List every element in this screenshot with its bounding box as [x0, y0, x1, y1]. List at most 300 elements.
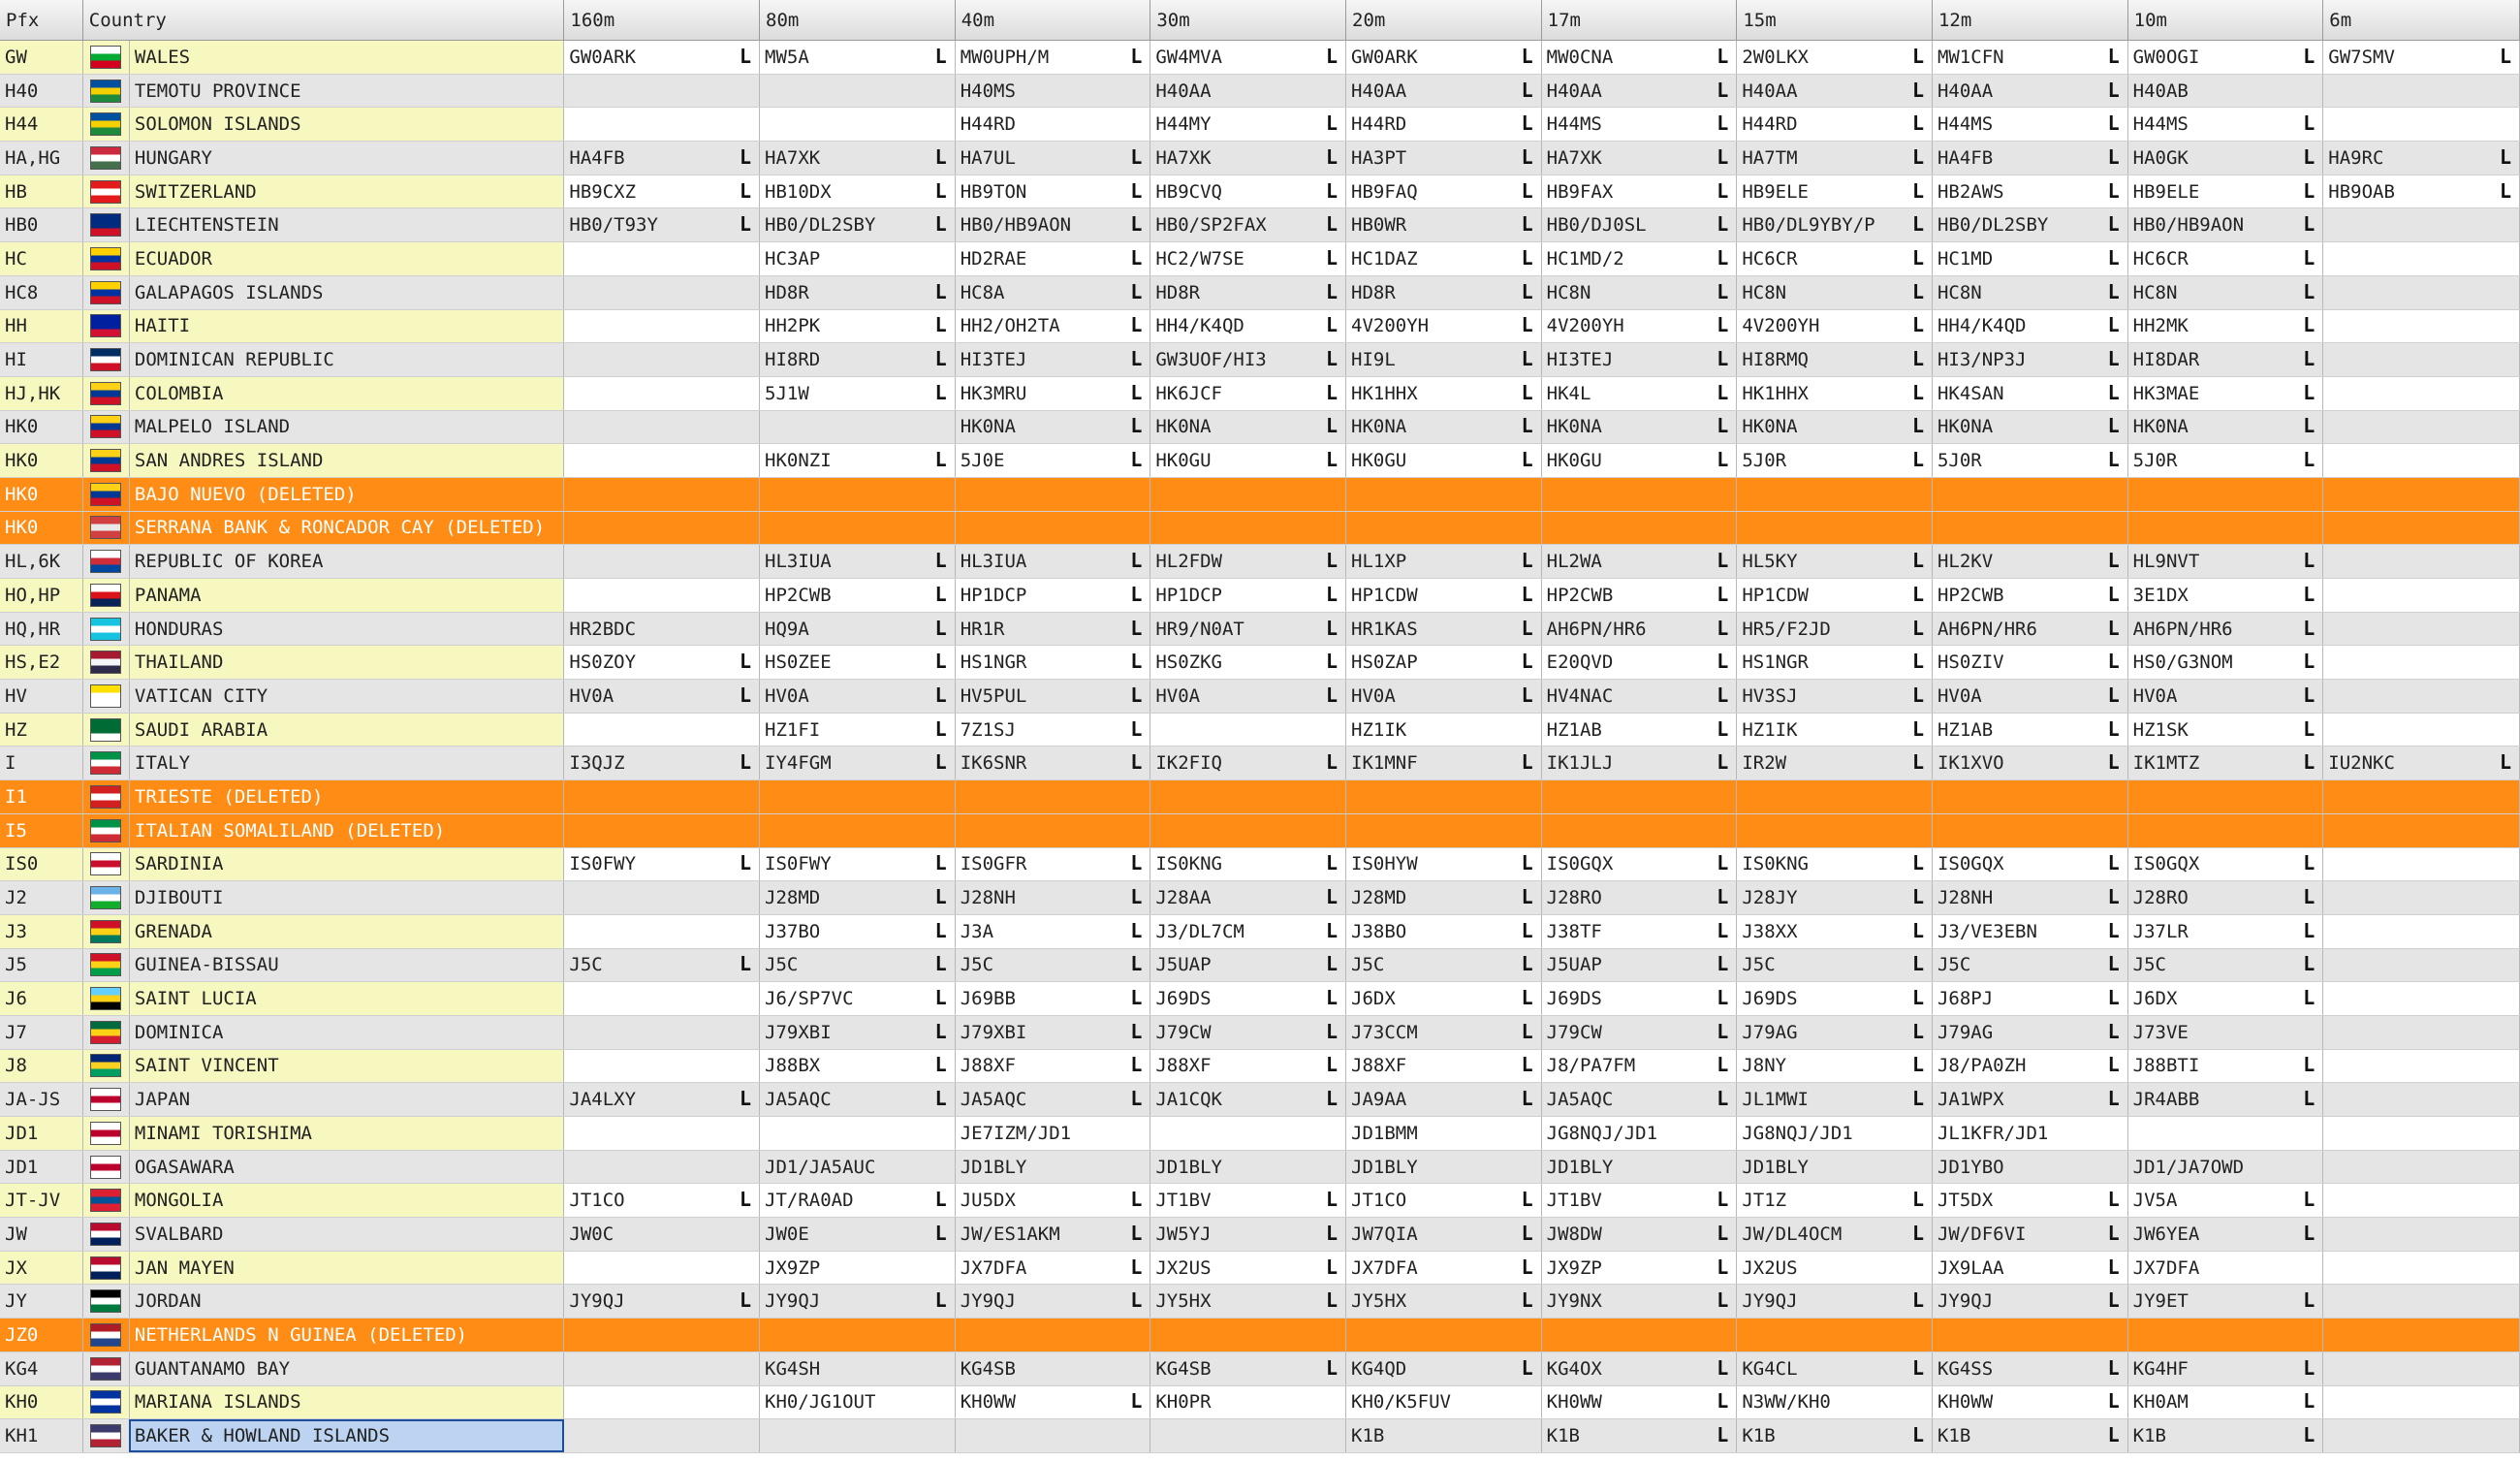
band-cell-160m[interactable] [564, 1117, 760, 1151]
band-cell-17m[interactable] [1541, 545, 1737, 579]
band-cell-17m[interactable] [1541, 847, 1737, 881]
band-cell-6m[interactable] [2323, 1218, 2520, 1252]
band-cell-30m[interactable] [1150, 41, 1346, 75]
band-cell-20m[interactable] [1346, 646, 1542, 680]
country-cell[interactable]: MARIANA ISLANDS [129, 1385, 563, 1419]
band-cell-12m[interactable] [1932, 545, 2127, 579]
band-cell-6m[interactable] [2323, 545, 2520, 579]
band-cell-6m[interactable] [2323, 881, 2520, 915]
band-cell-40m[interactable] [955, 612, 1150, 646]
band-cell-12m[interactable] [1932, 309, 2127, 343]
table-row[interactable] [0, 1285, 2520, 1319]
band-cell-6m[interactable] [2323, 1184, 2520, 1218]
band-cell-12m[interactable] [1932, 275, 2127, 309]
band-cell-160m[interactable] [564, 1218, 760, 1252]
band-cell-40m[interactable] [955, 142, 1150, 175]
band-cell-160m[interactable] [564, 982, 760, 1016]
band-cell-40m[interactable] [955, 579, 1150, 613]
band-cell-10m[interactable] [2127, 309, 2323, 343]
band-cell-15m[interactable] [1737, 1150, 1933, 1184]
band-cell-30m[interactable] [1150, 881, 1346, 915]
band-cell-15m[interactable] [1737, 813, 1933, 847]
band-cell-40m[interactable] [955, 477, 1150, 511]
band-cell-80m[interactable] [760, 74, 956, 108]
band-cell-17m[interactable] [1541, 1218, 1737, 1252]
country-cell[interactable]: JORDAN [129, 1285, 563, 1319]
band-cell-15m[interactable] [1737, 1117, 1933, 1151]
country-cell[interactable]: BAKER & HOWLAND ISLANDS [129, 1419, 563, 1453]
band-cell-17m[interactable] [1541, 410, 1737, 444]
country-cell[interactable]: DJIBOUTI [129, 881, 563, 915]
band-cell-20m[interactable] [1346, 1285, 1542, 1319]
band-cell-10m[interactable] [2127, 477, 2323, 511]
table-row-deleted[interactable] [0, 511, 2520, 545]
band-cell-12m[interactable] [1932, 1218, 2127, 1252]
band-cell-20m[interactable] [1346, 1351, 1542, 1385]
band-cell-40m[interactable] [955, 108, 1150, 142]
band-cell-15m[interactable] [1737, 376, 1933, 410]
country-cell[interactable]: SAUDI ARABIA [129, 713, 563, 747]
table-row[interactable] [0, 881, 2520, 915]
band-cell-12m[interactable] [1932, 1285, 2127, 1319]
band-cell-17m[interactable] [1541, 511, 1737, 545]
band-cell-15m[interactable] [1737, 343, 1933, 377]
band-cell-80m[interactable] [760, 1083, 956, 1117]
band-cell-20m[interactable] [1346, 1419, 1542, 1453]
band-cell-20m[interactable] [1346, 914, 1542, 948]
band-cell-30m[interactable] [1150, 376, 1346, 410]
band-cell-30m[interactable] [1150, 444, 1346, 478]
band-cell-15m[interactable] [1737, 1184, 1933, 1218]
band-cell-15m[interactable] [1737, 1385, 1933, 1419]
band-cell-15m[interactable] [1737, 477, 1933, 511]
band-cell-80m[interactable] [760, 275, 956, 309]
prefix-cell[interactable]: JY [0, 1285, 82, 1319]
prefix-cell[interactable]: JX [0, 1251, 82, 1285]
band-cell-20m[interactable] [1346, 713, 1542, 747]
band-cell-10m[interactable] [2127, 545, 2323, 579]
prefix-cell[interactable]: J7 [0, 1015, 82, 1049]
band-cell-40m[interactable] [955, 680, 1150, 714]
prefix-cell[interactable]: I [0, 747, 82, 780]
table-row[interactable] [0, 948, 2520, 982]
band-cell-6m[interactable] [2323, 1049, 2520, 1083]
band-cell-160m[interactable] [564, 680, 760, 714]
band-cell-160m[interactable] [564, 208, 760, 242]
country-cell[interactable]: ITALY [129, 747, 563, 780]
country-cell[interactable]: TEMOTU PROVINCE [129, 74, 563, 108]
band-cell-10m[interactable] [2127, 343, 2323, 377]
band-cell-160m[interactable] [564, 511, 760, 545]
prefix-cell[interactable]: H44 [0, 108, 82, 142]
prefix-cell[interactable]: HH [0, 309, 82, 343]
band-cell-6m[interactable] [2323, 477, 2520, 511]
band-cell-40m[interactable] [955, 1150, 1150, 1184]
band-cell-15m[interactable] [1737, 1251, 1933, 1285]
band-cell-40m[interactable] [955, 242, 1150, 276]
band-cell-10m[interactable] [2127, 1218, 2323, 1252]
band-cell-12m[interactable] [1932, 1251, 2127, 1285]
band-cell-10m[interactable] [2127, 410, 2323, 444]
band-cell-10m[interactable] [2127, 982, 2323, 1016]
table-row[interactable] [0, 142, 2520, 175]
band-cell-160m[interactable] [564, 780, 760, 814]
band-cell-6m[interactable] [2323, 612, 2520, 646]
band-cell-17m[interactable] [1541, 1319, 1737, 1352]
band-cell-10m[interactable] [2127, 142, 2323, 175]
band-cell-17m[interactable] [1541, 612, 1737, 646]
band-cell-17m[interactable] [1541, 343, 1737, 377]
band-cell-20m[interactable] [1346, 881, 1542, 915]
band-cell-160m[interactable] [564, 612, 760, 646]
band-cell-40m[interactable] [955, 309, 1150, 343]
band-cell-20m[interactable] [1346, 1251, 1542, 1285]
band-cell-17m[interactable] [1541, 1285, 1737, 1319]
country-cell[interactable]: JAN MAYEN [129, 1251, 563, 1285]
band-cell-6m[interactable] [2323, 74, 2520, 108]
band-cell-80m[interactable] [760, 477, 956, 511]
band-cell-15m[interactable] [1737, 108, 1933, 142]
band-cell-10m[interactable] [2127, 747, 2323, 780]
band-cell-30m[interactable] [1150, 747, 1346, 780]
country-cell[interactable]: GUANTANAMO BAY [129, 1351, 563, 1385]
band-cell-6m[interactable] [2323, 847, 2520, 881]
band-cell-10m[interactable] [2127, 41, 2323, 75]
band-cell-12m[interactable] [1932, 646, 2127, 680]
band-cell-80m[interactable] [760, 1419, 956, 1453]
table-row[interactable] [0, 1385, 2520, 1419]
band-cell-160m[interactable] [564, 376, 760, 410]
band-cell-10m[interactable] [2127, 1385, 2323, 1419]
band-cell-15m[interactable] [1737, 309, 1933, 343]
band-cell-160m[interactable] [564, 242, 760, 276]
band-cell-17m[interactable] [1541, 813, 1737, 847]
country-cell[interactable]: TRIESTE (DELETED) [129, 780, 563, 814]
band-cell-17m[interactable] [1541, 309, 1737, 343]
table-row[interactable] [0, 1083, 2520, 1117]
band-cell-15m[interactable] [1737, 646, 1933, 680]
band-cell-17m[interactable] [1541, 1184, 1737, 1218]
band-cell-30m[interactable] [1150, 242, 1346, 276]
band-cell-12m[interactable] [1932, 175, 2127, 208]
column-header-6m[interactable]: 6m [2323, 0, 2520, 41]
band-cell-10m[interactable] [2127, 74, 2323, 108]
band-cell-10m[interactable] [2127, 108, 2323, 142]
band-cell-30m[interactable] [1150, 1015, 1346, 1049]
band-cell-12m[interactable] [1932, 780, 2127, 814]
band-cell-80m[interactable] [760, 444, 956, 478]
band-cell-80m[interactable] [760, 1015, 956, 1049]
band-cell-160m[interactable] [564, 713, 760, 747]
band-cell-15m[interactable] [1737, 410, 1933, 444]
band-cell-20m[interactable] [1346, 847, 1542, 881]
band-cell-30m[interactable] [1150, 612, 1346, 646]
band-cell-6m[interactable] [2323, 376, 2520, 410]
band-cell-30m[interactable] [1150, 1319, 1346, 1352]
band-cell-30m[interactable] [1150, 1385, 1346, 1419]
table-row-deleted[interactable] [0, 1319, 2520, 1352]
table-row[interactable] [0, 208, 2520, 242]
band-cell-12m[interactable] [1932, 376, 2127, 410]
band-cell-17m[interactable] [1541, 747, 1737, 780]
band-cell-80m[interactable] [760, 1150, 956, 1184]
band-cell-30m[interactable] [1150, 646, 1346, 680]
prefix-cell[interactable]: J6 [0, 982, 82, 1016]
band-cell-10m[interactable] [2127, 275, 2323, 309]
band-cell-6m[interactable] [2323, 1251, 2520, 1285]
band-cell-10m[interactable] [2127, 948, 2323, 982]
band-cell-80m[interactable] [760, 914, 956, 948]
table-row[interactable] [0, 1419, 2520, 1453]
band-cell-12m[interactable] [1932, 1419, 2127, 1453]
country-cell[interactable]: SWITZERLAND [129, 175, 563, 208]
band-cell-6m[interactable] [2323, 1419, 2520, 1453]
band-cell-6m[interactable] [2323, 579, 2520, 613]
country-cell[interactable]: MINAMI TORISHIMA [129, 1117, 563, 1151]
band-cell-40m[interactable] [955, 713, 1150, 747]
band-cell-12m[interactable] [1932, 747, 2127, 780]
band-cell-15m[interactable] [1737, 1419, 1933, 1453]
band-cell-10m[interactable] [2127, 444, 2323, 478]
band-cell-160m[interactable] [564, 881, 760, 915]
band-cell-80m[interactable] [760, 108, 956, 142]
band-cell-20m[interactable] [1346, 142, 1542, 175]
band-cell-6m[interactable] [2323, 208, 2520, 242]
band-cell-160m[interactable] [564, 41, 760, 75]
band-cell-30m[interactable] [1150, 1285, 1346, 1319]
band-cell-80m[interactable] [760, 242, 956, 276]
band-cell-10m[interactable] [2127, 1351, 2323, 1385]
band-cell-17m[interactable] [1541, 646, 1737, 680]
table-row[interactable] [0, 747, 2520, 780]
band-cell-17m[interactable] [1541, 1015, 1737, 1049]
band-cell-12m[interactable] [1932, 982, 2127, 1016]
band-cell-20m[interactable] [1346, 108, 1542, 142]
band-cell-12m[interactable] [1932, 713, 2127, 747]
band-cell-40m[interactable] [955, 275, 1150, 309]
table-row[interactable] [0, 914, 2520, 948]
country-cell[interactable]: MONGOLIA [129, 1184, 563, 1218]
band-cell-30m[interactable] [1150, 545, 1346, 579]
band-cell-40m[interactable] [955, 1285, 1150, 1319]
country-cell[interactable]: ITALIAN SOMALILAND (DELETED) [129, 813, 563, 847]
band-cell-20m[interactable] [1346, 444, 1542, 478]
column-header-pfx[interactable]: Pfx [0, 0, 82, 41]
band-cell-12m[interactable] [1932, 680, 2127, 714]
band-cell-17m[interactable] [1541, 1351, 1737, 1385]
band-cell-40m[interactable] [955, 1117, 1150, 1151]
band-cell-20m[interactable] [1346, 275, 1542, 309]
country-cell[interactable]: WALES [129, 41, 563, 75]
country-cell[interactable]: GUINEA-BISSAU [129, 948, 563, 982]
table-row[interactable] [0, 1351, 2520, 1385]
band-cell-10m[interactable] [2127, 1319, 2323, 1352]
band-cell-160m[interactable] [564, 948, 760, 982]
band-cell-20m[interactable] [1346, 511, 1542, 545]
band-cell-6m[interactable] [2323, 646, 2520, 680]
country-cell[interactable]: JAPAN [129, 1083, 563, 1117]
band-cell-40m[interactable] [955, 1419, 1150, 1453]
band-cell-40m[interactable] [955, 881, 1150, 915]
country-cell[interactable]: LIECHTENSTEIN [129, 208, 563, 242]
country-cell[interactable]: SARDINIA [129, 847, 563, 881]
table-row[interactable] [0, 275, 2520, 309]
band-cell-15m[interactable] [1737, 780, 1933, 814]
band-cell-6m[interactable] [2323, 1319, 2520, 1352]
band-cell-40m[interactable] [955, 813, 1150, 847]
prefix-cell[interactable]: I1 [0, 780, 82, 814]
prefix-cell[interactable]: HK0 [0, 477, 82, 511]
band-cell-17m[interactable] [1541, 1117, 1737, 1151]
country-cell[interactable]: REPUBLIC OF KOREA [129, 545, 563, 579]
band-cell-20m[interactable] [1346, 1117, 1542, 1151]
table-row[interactable] [0, 343, 2520, 377]
band-cell-20m[interactable] [1346, 1083, 1542, 1117]
band-cell-20m[interactable] [1346, 208, 1542, 242]
band-cell-30m[interactable] [1150, 1150, 1346, 1184]
column-header-country[interactable]: Country [82, 0, 564, 41]
band-cell-40m[interactable] [955, 1351, 1150, 1385]
band-cell-80m[interactable] [760, 175, 956, 208]
band-cell-10m[interactable] [2127, 376, 2323, 410]
band-cell-12m[interactable] [1932, 108, 2127, 142]
band-cell-10m[interactable] [2127, 208, 2323, 242]
band-cell-12m[interactable] [1932, 343, 2127, 377]
band-cell-80m[interactable] [760, 780, 956, 814]
band-cell-40m[interactable] [955, 545, 1150, 579]
table-row[interactable] [0, 646, 2520, 680]
band-cell-40m[interactable] [955, 444, 1150, 478]
band-cell-20m[interactable] [1346, 242, 1542, 276]
band-cell-17m[interactable] [1541, 74, 1737, 108]
band-cell-15m[interactable] [1737, 747, 1933, 780]
table-row[interactable] [0, 1049, 2520, 1083]
band-cell-10m[interactable] [2127, 1049, 2323, 1083]
country-cell[interactable]: SOLOMON ISLANDS [129, 108, 563, 142]
band-cell-20m[interactable] [1346, 410, 1542, 444]
band-cell-20m[interactable] [1346, 1385, 1542, 1419]
band-cell-80m[interactable] [760, 410, 956, 444]
band-cell-30m[interactable] [1150, 74, 1346, 108]
band-cell-6m[interactable] [2323, 343, 2520, 377]
band-cell-17m[interactable] [1541, 881, 1737, 915]
band-cell-6m[interactable] [2323, 511, 2520, 545]
band-cell-20m[interactable] [1346, 1049, 1542, 1083]
country-cell[interactable]: SAINT VINCENT [129, 1049, 563, 1083]
band-cell-160m[interactable] [564, 1184, 760, 1218]
band-cell-160m[interactable] [564, 74, 760, 108]
column-header-17m[interactable]: 17m [1541, 0, 1737, 41]
band-cell-6m[interactable] [2323, 1150, 2520, 1184]
band-cell-15m[interactable] [1737, 1351, 1933, 1385]
band-cell-12m[interactable] [1932, 847, 2127, 881]
band-cell-160m[interactable] [564, 142, 760, 175]
band-cell-30m[interactable] [1150, 175, 1346, 208]
country-cell[interactable]: SVALBARD [129, 1218, 563, 1252]
band-cell-80m[interactable] [760, 881, 956, 915]
band-cell-160m[interactable] [564, 1285, 760, 1319]
band-cell-80m[interactable] [760, 1351, 956, 1385]
band-cell-160m[interactable] [564, 1083, 760, 1117]
band-cell-6m[interactable] [2323, 1117, 2520, 1151]
country-cell[interactable]: VATICAN CITY [129, 680, 563, 714]
country-cell[interactable]: NETHERLANDS N GUINEA (DELETED) [129, 1319, 563, 1352]
country-cell[interactable]: SERRANA BANK & RONCADOR CAY (DELETED) [129, 511, 563, 545]
band-cell-20m[interactable] [1346, 376, 1542, 410]
band-cell-12m[interactable] [1932, 242, 2127, 276]
band-cell-6m[interactable] [2323, 275, 2520, 309]
band-cell-17m[interactable] [1541, 780, 1737, 814]
band-cell-6m[interactable] [2323, 680, 2520, 714]
country-cell[interactable]: BAJO NUEVO (DELETED) [129, 477, 563, 511]
band-cell-6m[interactable] [2323, 108, 2520, 142]
table-row[interactable] [0, 410, 2520, 444]
table-row[interactable] [0, 982, 2520, 1016]
band-cell-15m[interactable] [1737, 74, 1933, 108]
band-cell-80m[interactable] [760, 1385, 956, 1419]
band-cell-6m[interactable] [2323, 1385, 2520, 1419]
country-cell[interactable]: DOMINICA [129, 1015, 563, 1049]
band-cell-15m[interactable] [1737, 1049, 1933, 1083]
band-cell-6m[interactable] [2323, 948, 2520, 982]
table-row[interactable] [0, 41, 2520, 75]
band-cell-6m[interactable] [2323, 41, 2520, 75]
band-cell-12m[interactable] [1932, 477, 2127, 511]
band-cell-160m[interactable] [564, 579, 760, 613]
band-cell-30m[interactable] [1150, 108, 1346, 142]
band-cell-20m[interactable] [1346, 1218, 1542, 1252]
band-cell-17m[interactable] [1541, 1385, 1737, 1419]
prefix-cell[interactable]: HB [0, 175, 82, 208]
band-cell-40m[interactable] [955, 1385, 1150, 1419]
band-cell-12m[interactable] [1932, 948, 2127, 982]
band-cell-80m[interactable] [760, 1319, 956, 1352]
table-row[interactable] [0, 108, 2520, 142]
band-cell-20m[interactable] [1346, 343, 1542, 377]
band-cell-6m[interactable] [2323, 309, 2520, 343]
band-cell-160m[interactable] [564, 1351, 760, 1385]
prefix-cell[interactable]: HO,HP [0, 579, 82, 613]
band-cell-40m[interactable] [955, 41, 1150, 75]
prefix-cell[interactable]: KH1 [0, 1419, 82, 1453]
band-cell-15m[interactable] [1737, 142, 1933, 175]
country-cell[interactable]: OGASAWARA [129, 1150, 563, 1184]
band-cell-30m[interactable] [1150, 511, 1346, 545]
band-cell-30m[interactable] [1150, 948, 1346, 982]
band-cell-12m[interactable] [1932, 1150, 2127, 1184]
band-cell-17m[interactable] [1541, 579, 1737, 613]
band-cell-12m[interactable] [1932, 1049, 2127, 1083]
band-cell-10m[interactable] [2127, 612, 2323, 646]
table-row[interactable] [0, 713, 2520, 747]
column-header-12m[interactable]: 12m [1932, 0, 2127, 41]
band-cell-160m[interactable] [564, 309, 760, 343]
band-cell-160m[interactable] [564, 813, 760, 847]
band-cell-17m[interactable] [1541, 41, 1737, 75]
band-cell-17m[interactable] [1541, 242, 1737, 276]
band-cell-10m[interactable] [2127, 1117, 2323, 1151]
band-cell-17m[interactable] [1541, 982, 1737, 1016]
band-cell-40m[interactable] [955, 914, 1150, 948]
band-cell-80m[interactable] [760, 579, 956, 613]
band-cell-6m[interactable] [2323, 813, 2520, 847]
table-row[interactable] [0, 444, 2520, 478]
band-cell-30m[interactable] [1150, 780, 1346, 814]
band-cell-12m[interactable] [1932, 1319, 2127, 1352]
country-cell[interactable]: DOMINICAN REPUBLIC [129, 343, 563, 377]
band-cell-160m[interactable] [564, 1385, 760, 1419]
band-cell-20m[interactable] [1346, 545, 1542, 579]
